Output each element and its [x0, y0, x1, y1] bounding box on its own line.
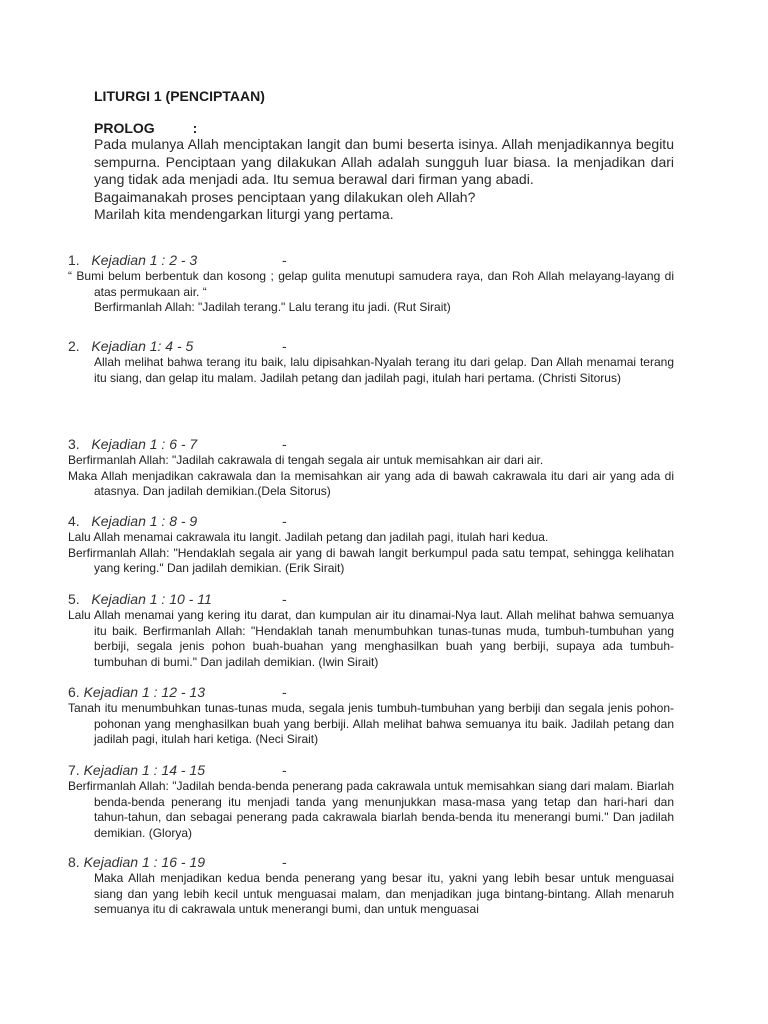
- section-paragraph: Tanah itu menumbuhkan tunas-tunas muda, segala jenis tumbuh-tumbuhan yang berbiji dan segala jenis pohon-pohonan yang menghasilkan buah yang berbiji. Allah melihat bahwa semuanya itu baik. Jadilah petang dan jadilah pagi, itulah hari ketiga. (Neci Sirait): [68, 701, 674, 746]
- section-dash: -: [282, 762, 287, 778]
- section-heading: 4. Kejadian 1 : 8 - 9 -: [68, 513, 287, 529]
- section-heading: 2. Kejadian 1: 4 - 5 -: [68, 338, 287, 354]
- document-title: LITURGI 1 (PENCIPTAAN): [94, 88, 265, 104]
- section-dash: -: [282, 591, 287, 607]
- prolog-colon: :: [192, 120, 198, 136]
- section-heading: 8. Kejadian 1 : 16 - 19 -: [68, 854, 287, 870]
- section-3: [68, 436, 674, 500]
- section-paragraph: Berfirmanlah Allah: "Hendaklah segala air yang di bawah langit berkumpul pada satu tempat, sehingga kelihatan yang kering." Dan jadilah demikian. (Erik Sirait): [68, 545, 674, 575]
- section-heading: 6. Kejadian 1 : 12 - 13 -: [68, 684, 287, 700]
- section-6: [68, 684, 674, 748]
- section-4: [68, 513, 674, 577]
- section-heading: 3. Kejadian 1 : 6 - 7 -: [68, 436, 287, 452]
- section-dash: -: [282, 513, 287, 529]
- section-paragraph: Lalu Allah menamai cakrawala itu langit. Jadilah petang dan jadilah pagi, itulah hari kedua.: [68, 530, 549, 544]
- section-heading: 5. Kejadian 1 : 10 - 11 -: [68, 591, 287, 607]
- scripture-reference: Kejadian 1 : 16 - 19: [83, 854, 205, 870]
- section-heading: 1. Kejadian 1 : 2 - 3 -: [68, 252, 287, 268]
- scripture-reference: Kejadian 1 : 12 - 13: [83, 684, 205, 700]
- section-paragraph: Maka Allah menjadikan cakrawala dan Ia memisahkan air yang ada di bawah cakrawala itu dari air yang ada di atasnya. Dan jadilah demikian.(Dela Sitorus): [68, 468, 674, 498]
- section-dash: -: [282, 436, 287, 452]
- scripture-reference: Kejadian 1 : 2 - 3: [91, 252, 198, 268]
- section-dash: -: [282, 252, 287, 268]
- section-8: [68, 854, 674, 918]
- section-heading: 7. Kejadian 1 : 14 - 15 -: [68, 762, 287, 778]
- section-dash: -: [282, 338, 287, 354]
- scripture-reference: Kejadian 1 : 8 - 9: [91, 513, 198, 529]
- section-5: [68, 591, 674, 670]
- section-1: [68, 252, 674, 316]
- section-7: [68, 762, 674, 841]
- scripture-reference: Kejadian 1 : 14 - 15: [83, 762, 205, 778]
- scripture-reference: Kejadian 1 : 10 - 11: [91, 591, 212, 607]
- section-dash: -: [282, 854, 287, 870]
- prolog-paragraph: Pada mulanya Allah menciptakan langit dan bumi beserta isinya. Allah menjadikannya begitu sempurna. Penciptaan yang dilakukan Allah adalah sungguh luar biasa. Ia menjadikan dari yang tidak ada menjadi ada. Itu semua berawal dari firman yang abadi.: [94, 136, 674, 187]
- section-paragraph: Allah melihat bahwa terang itu baik, lalu dipisahkan-Nyalah terang itu dari gelap. Dan Allah menamai terang itu siang, dan gelap itu malam. Jadilah petang dan jadilah pagi, itulah hari pertama. (Christi Sitorus): [94, 355, 674, 385]
- section-paragraph: Berfirmanlah Allah: "Jadilah benda-benda penerang pada cakrawala untuk memisahkan siang dari malam. Biarlah benda-benda penerang itu menjadi tanda yang menunjukkan masa-masa yang tetap dan hari-hari dan tahun-tahun, dan sebagai penerang pada cakrawala biarlah benda-benda itu menerangi bumi." Dan jadilah demikian. (Glorya): [68, 779, 674, 840]
- prolog-question: Bagaimanakah proses penciptaan yang dilakukan oleh Allah?: [94, 188, 476, 205]
- prolog-label: PROLOG: [94, 120, 155, 136]
- section-2: [68, 338, 674, 386]
- prolog-text: [94, 136, 674, 224]
- section-paragraph: Berfirmanlah Allah: "Jadilah cakrawala di tengah segala air untuk memisahkan air dari air.: [68, 453, 544, 467]
- section-paragraph: “ Bumi belum berbentuk dan kosong ; gelap gulita menutupi samudera raya, dan Roh Allah melayang-layang di atas permukaan air. “: [68, 269, 674, 299]
- section-paragraph: Maka Allah menjadikan kedua benda penerang yang besar itu, yakni yang lebih besar untuk menguasai siang dan yang lebih kecil untuk menguasai malam, dan menjadikan juga bintang-bintang. Allah menaruh semuanya itu di cakrawala untuk menerangi bumi, dan untuk menguasai: [94, 871, 674, 916]
- scripture-reference: Kejadian 1 : 6 - 7: [91, 436, 198, 452]
- prolog-invitation: Marilah kita mendengarkan liturgi yang pertama.: [94, 206, 394, 222]
- section-paragraph: Berfirmanlah Allah: "Jadilah terang." Lalu terang itu jadi. (Rut Sirait): [94, 300, 451, 314]
- scripture-reference: Kejadian 1: 4 - 5: [91, 338, 194, 354]
- section-paragraph: Lalu Allah menamai yang kering itu darat, dan kumpulan air itu dinamai-Nya laut. Allah melihat bahwa semuanya itu baik. Berfirmanlah Allah: "Hendaklah tanah menumbuhkan tunas-tunas muda, tumbuh-tumbuhan yang berbiji, segala jenis pohon buah-buahan yang menghasilkan buah yang berbiji, supaya ada tumbuh-tumbuhan di bumi." Dan jadilah demikian. (Iwin Sirait): [68, 608, 674, 669]
- prolog-heading: [94, 120, 197, 136]
- section-dash: -: [282, 684, 287, 700]
